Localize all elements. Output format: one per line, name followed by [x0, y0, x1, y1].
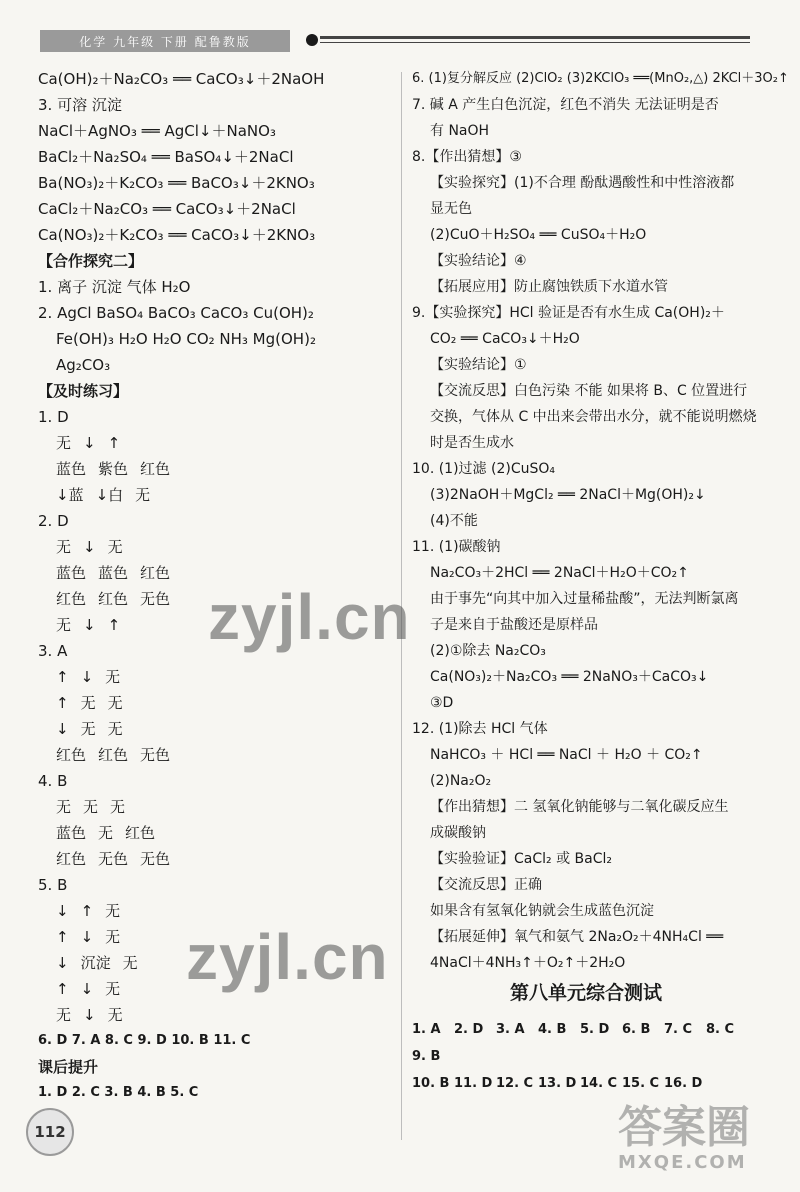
answer-line: 11. (1)碳酸钠 — [412, 539, 501, 555]
table-row: ↓蓝 ↓白 无 — [56, 486, 151, 504]
section-heading: 课后提升 — [38, 1058, 99, 1076]
table-row: ↓ 沉淀 无 — [56, 954, 138, 972]
answer-line: 【实验验证】CaCl₂ 或 BaCl₂ — [430, 851, 612, 867]
table-row: 无 ↓ 无 — [56, 538, 123, 556]
watermark-zyjl: zyjl.cn — [186, 921, 389, 993]
answer-line: 【拓展应用】防止腐蚀铁质下水道水管 — [430, 279, 668, 295]
header-dot-ornament — [306, 34, 318, 46]
answer-line: 成碳酸钠 — [430, 825, 486, 841]
answer-row: 1. D 2. C 3. B 4. B 5. C — [38, 1085, 199, 1100]
running-header: 化学 九年级 下册 配鲁教版 — [40, 30, 290, 52]
page-number-badge: 112 — [26, 1108, 74, 1156]
table-row: ↑ ↓ 无 — [56, 980, 121, 998]
answer-row: 6. D 7. A 8. C 9. D 10. B 11. C — [38, 1033, 251, 1048]
answer-line: (2)Na₂O₂ — [430, 773, 492, 789]
answer-line: 【拓展延伸】氧气和氨气 2Na₂O₂＋4NH₄Cl ══ — [430, 929, 724, 945]
answer-row: 10. B 11. D 12. C 13. D 14. C 15. C 16. D — [412, 1076, 703, 1091]
practice-answer: 4. B — [38, 772, 68, 790]
answer-line: 由于事先“向其中加入过量稀盐酸”，无法判断氯离 — [430, 591, 739, 607]
answer-line: 时是否生成水 — [430, 435, 514, 451]
equation-line: Ca(NO₃)₂＋Na₂CO₃ ══ 2NaNO₃＋CaCO₃↓ — [430, 669, 709, 685]
watermark-zyjl: zyjl.cn — [208, 581, 411, 653]
table-row: ↑ ↓ 无 — [56, 668, 121, 686]
watermark-logo-mark: 答案圈 — [618, 1102, 750, 1153]
answer-line: 【实验探究】(1)不合理 酚酞遇酸性和中性溶液都 — [430, 175, 735, 191]
answer-row: 1. A 2. D 3. A 4. B 5. D 6. B 7. C 8. C — [412, 1022, 735, 1037]
table-row: ↓ 无 无 — [56, 720, 123, 738]
practice-answer: 2. D — [38, 512, 69, 530]
answer-line: 有 NaOH — [430, 123, 490, 139]
answer-line: 【实验结论】④ — [430, 253, 527, 269]
question-3: 3. 可溶 沉淀 — [38, 96, 122, 114]
answer-line: 9.【实验探究】HCl 验证是否有水生成 Ca(OH)₂＋ — [412, 305, 725, 321]
equation-line: (3)2NaOH＋MgCl₂ ══ 2NaCl＋Mg(OH)₂↓ — [430, 487, 706, 503]
practice-answer: 1. D — [38, 408, 69, 426]
section-heading: 【合作探究二】 — [38, 252, 144, 270]
table-row: 蓝色 紫色 红色 — [56, 460, 171, 478]
answer-line: Fe(OH)₃ H₂O H₂O CO₂ NH₃ Mg(OH)₂ — [56, 330, 316, 348]
equation-line: Ca(NO₃)₂＋K₂CO₃ ══ CaCO₃↓＋2KNO₃ — [38, 226, 316, 244]
answer-line: ③D — [430, 695, 454, 711]
answer-line: 8.【作出猜想】③ — [412, 149, 522, 165]
unit-test-title: 第八单元综合测试 — [509, 982, 662, 1004]
answer-line: 显无色 — [430, 201, 472, 217]
table-row: 红色 红色 无色 — [56, 590, 171, 608]
table-row: 红色 无色 无色 — [56, 850, 171, 868]
watermark-logo-domain: MXQE.COM — [618, 1152, 747, 1173]
answer-line: Ag₂CO₃ — [56, 356, 111, 374]
equation-line: CO₂ ══ CaCO₃↓＋H₂O — [430, 331, 580, 347]
equation-line: NaHCO₃ ＋ HCl ══ NaCl ＋ H₂O ＋ CO₂↑ — [430, 747, 703, 763]
equation-line: Ca(OH)₂＋Na₂CO₃ ══ CaCO₃↓＋2NaOH — [38, 70, 325, 88]
equation-line: (2)CuO＋H₂SO₄ ══ CuSO₄＋H₂O — [430, 227, 647, 243]
right-column — [412, 66, 789, 1097]
table-row: ↓ ↑ 无 — [56, 902, 121, 920]
header-rule — [320, 36, 750, 39]
answer-line: 1. 离子 沉淀 气体 H₂O — [38, 278, 191, 296]
table-row: 无 无 无 — [56, 798, 126, 816]
answer-line: 12. (1)除去 HCl 气体 — [412, 721, 548, 737]
answer-line: 【交流反思】白色污染 不能 如果将 B、C 位置进行 — [430, 383, 748, 399]
answer-line: 子是来自于盐酸还是原样品 — [430, 617, 598, 633]
table-row: 蓝色 无 红色 — [56, 824, 156, 842]
equation-line: Na₂CO₃＋2HCl ══ 2NaCl＋H₂O＋CO₂↑ — [430, 565, 689, 581]
practice-answer: 5. B — [38, 876, 68, 894]
answer-line: 如果含有氢氧化钠就会生成蓝色沉淀 — [430, 903, 654, 919]
equation-line: CaCl₂＋Na₂CO₃ ══ CaCO₃↓＋2NaCl — [38, 200, 296, 218]
answer-line: 【作出猜想】二 氢氧化钠能够与二氧化碳反应生 — [430, 799, 729, 815]
answer-line: 2. AgCl BaSO₄ BaCO₃ CaCO₃ Cu(OH)₂ — [38, 304, 314, 322]
answer-line: 交换，气体从 C 中出来会带出水分，就不能说明燃烧 — [430, 409, 757, 425]
equation-line: NaCl＋AgNO₃ ══ AgCl↓＋NaNO₃ — [38, 122, 276, 140]
answer-line: (2)①除去 Na₂CO₃ — [430, 643, 546, 659]
table-row: 无 ↓ ↑ — [56, 616, 121, 634]
answer-line: 7. 碱 A 产生白色沉淀，红色不消失 无法证明是否 — [412, 97, 719, 113]
watermark-logo — [618, 1104, 778, 1182]
equation-line: BaCl₂＋Na₂SO₄ ══ BaSO₄↓＋2NaCl — [38, 148, 294, 166]
answer-line: (4)不能 — [430, 513, 478, 529]
table-row: 无 ↓ 无 — [56, 1006, 123, 1024]
answer-row: 9. B — [412, 1049, 441, 1064]
table-row: ↑ ↓ 无 — [56, 928, 121, 946]
table-row: ↑ 无 无 — [56, 694, 123, 712]
answer-line: 【实验结论】① — [430, 357, 527, 373]
answer-line: 【交流反思】正确 — [430, 877, 542, 893]
answer-line: 10. (1)过滤 (2)CuSO₄ — [412, 461, 555, 477]
table-row: 无 ↓ ↑ — [56, 434, 121, 452]
practice-answer: 3. A — [38, 642, 68, 660]
table-row: 蓝色 蓝色 红色 — [56, 564, 171, 582]
header-rule-thin — [320, 42, 750, 43]
table-row: 红色 红色 无色 — [56, 746, 171, 764]
section-heading: 【及时练习】 — [38, 382, 129, 400]
answer-line: 6. (1)复分解反应 (2)ClO₂ (3)2KClO₃ ══(MnO₂,△) 2KCl＋3O₂↑ — [412, 71, 789, 86]
equation-line: Ba(NO₃)₂＋K₂CO₃ ══ BaCO₃↓＋2KNO₃ — [38, 174, 315, 192]
equation-line: 4NaCl＋4NH₃↑＋O₂↑＋2H₂O — [430, 955, 626, 971]
